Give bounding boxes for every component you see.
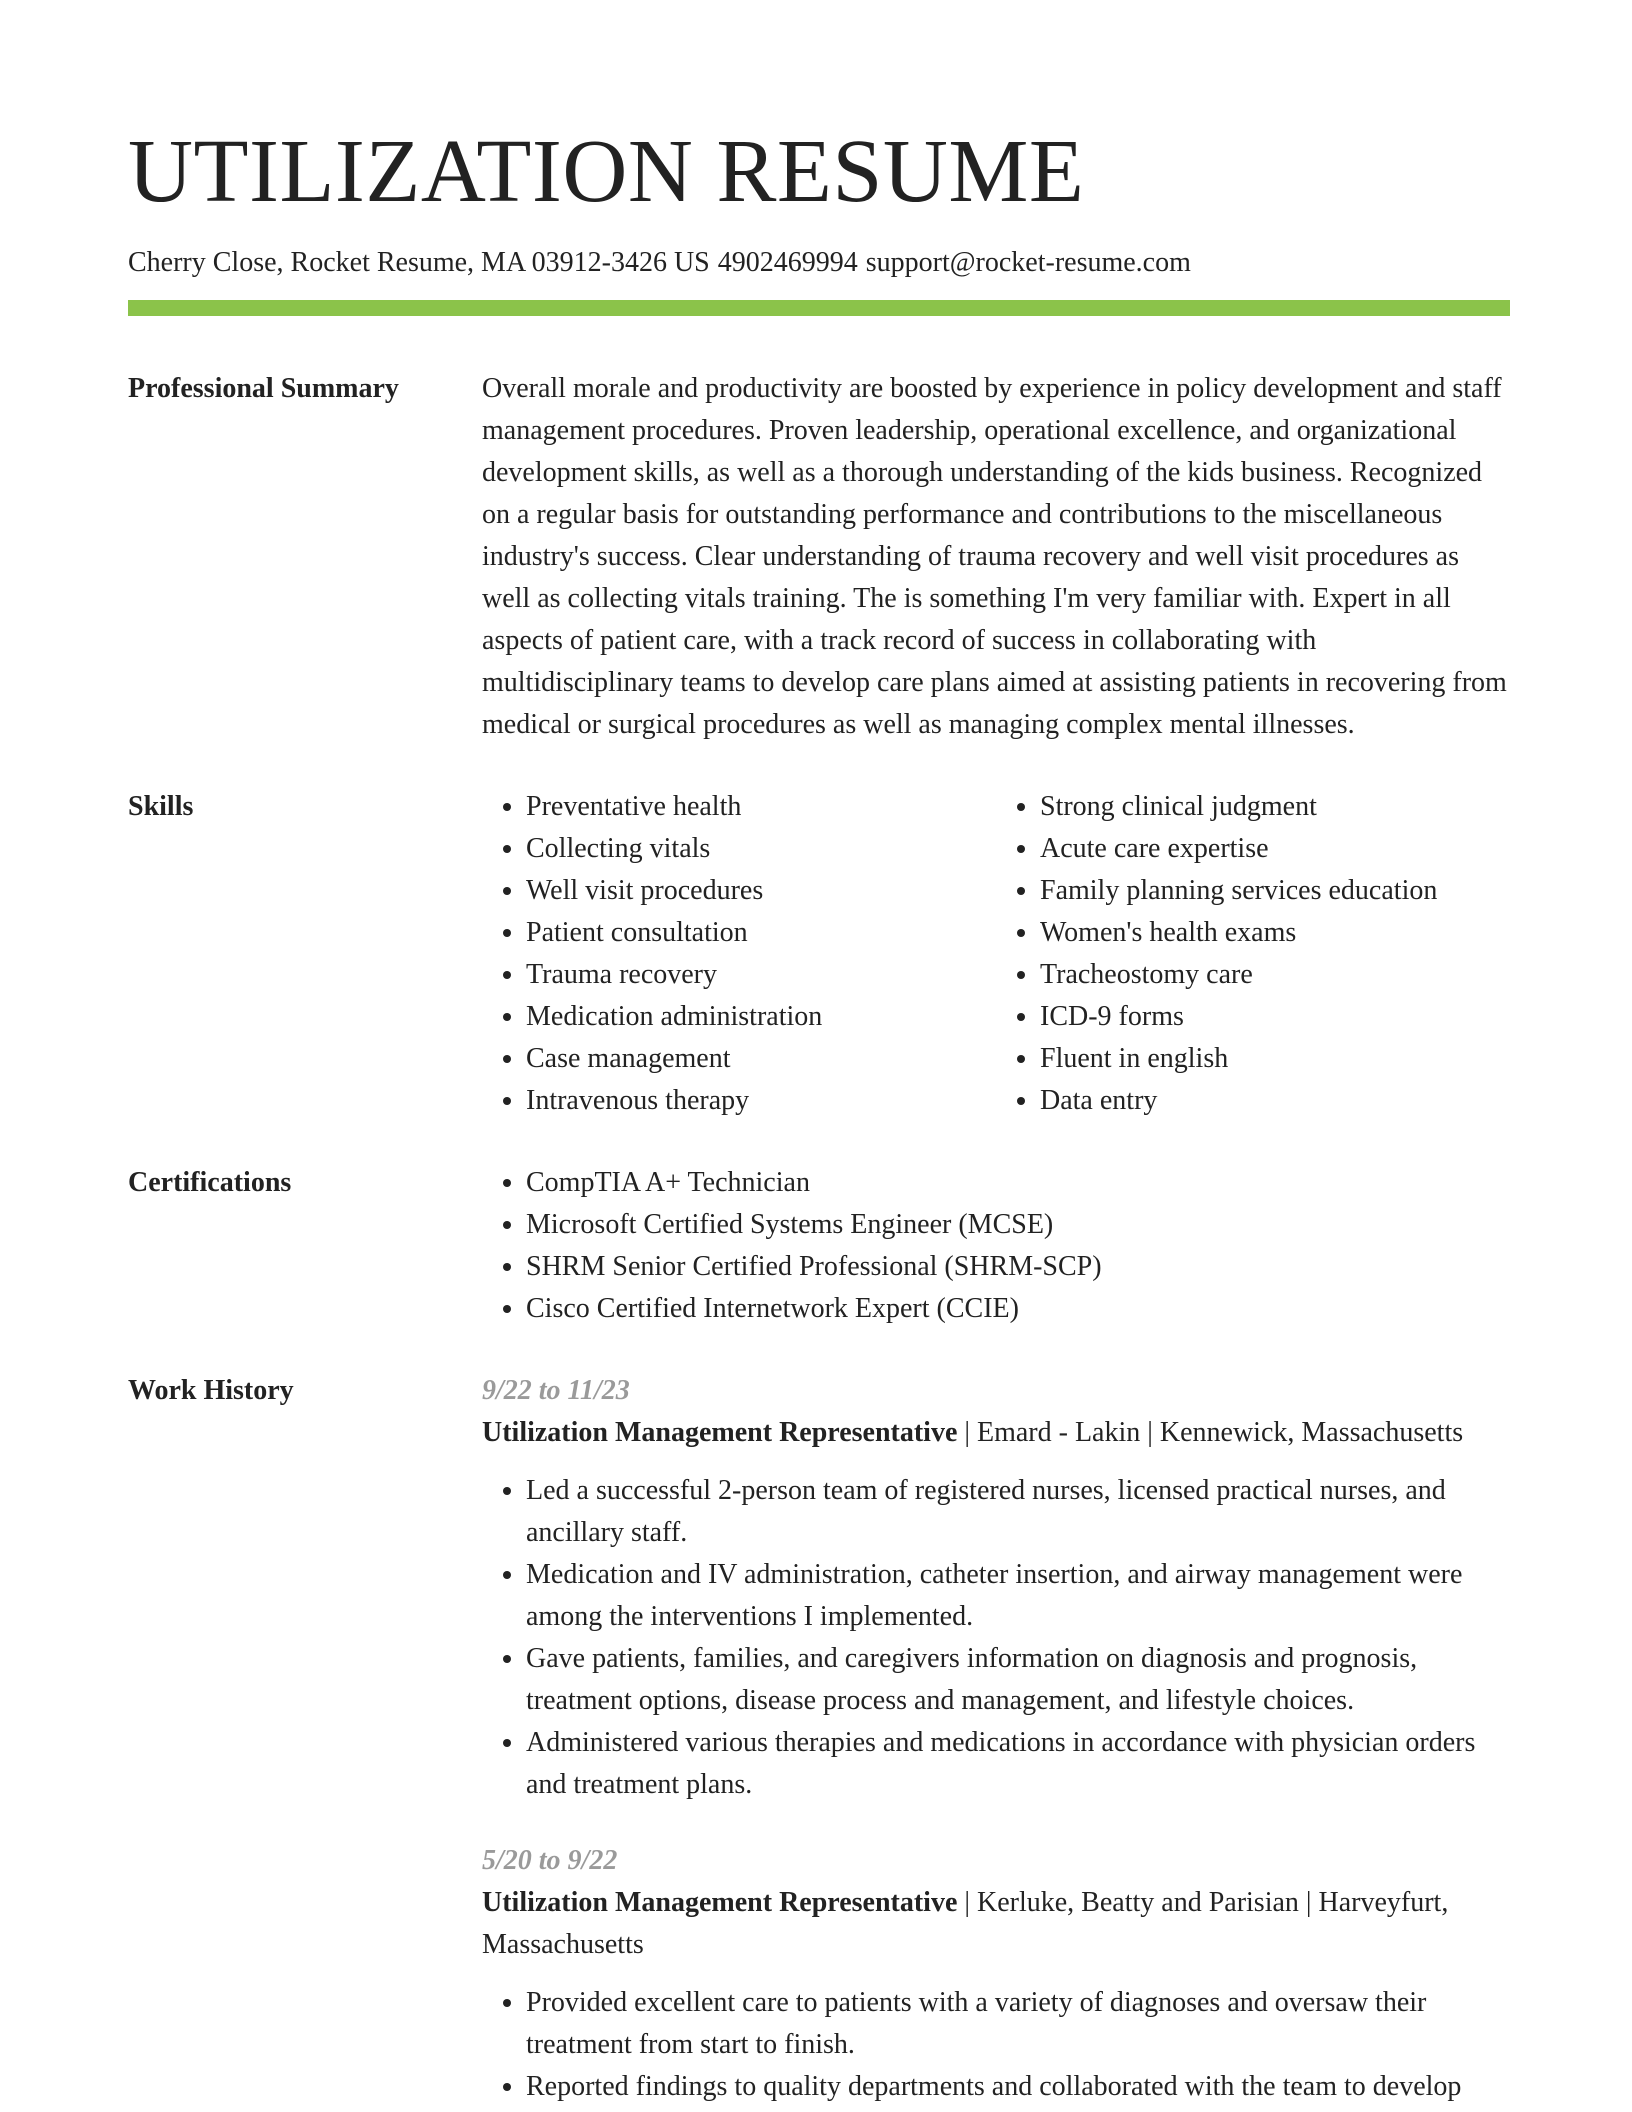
job-bullets [482, 1982, 1510, 2108]
job-details: | Kerluke, Beatty and Parisian | Harveyfurt, Massachusetts [482, 1887, 1449, 1960]
skill-item: • Tracheostomy care [1040, 954, 1510, 996]
certification-item: • CompTIA A+ Technician [526, 1162, 1510, 1204]
job-title-line [482, 1882, 1510, 1966]
skill-item: • Patient consultation [526, 912, 996, 954]
skills-heading: Skills [128, 791, 194, 822]
summary-heading: Professional Summary [128, 373, 399, 404]
header-divider [128, 300, 1510, 316]
skill-item: • Intravenous therapy [526, 1080, 996, 1122]
work-history-heading: Work History [128, 1375, 294, 1406]
job-bullet: • Gave patients, families, and caregivers information on diagnosis and prognosis, treatment options, disease process and management, and lifestyle choices. [526, 1638, 1510, 1722]
job-bullet: • Administered various therapies and medications in accordance with physician orders and treatment plans. [526, 1722, 1510, 1806]
skill-item: • Case management [526, 1038, 996, 1080]
summary-section [128, 368, 1510, 746]
contact-email: support@rocket-resume.com [865, 247, 1191, 278]
skill-item: • Collecting vitals [526, 828, 996, 870]
skill-item: • Strong clinical judgment [1040, 786, 1510, 828]
skill-item: • Trauma recovery [526, 954, 996, 996]
skill-item: • Family planning services education [1040, 870, 1510, 912]
skill-item: • ICD-9 forms [1040, 996, 1510, 1038]
summary-text: Overall morale and productivity are boosted by experience in policy development and staff management procedures. Proven leadership, operational excellence, and organizational development skills, as well as a thorough understanding of the kids business. Recognized on a regular basis for outstanding performance and contributions to the miscellaneous industry's success. Clear understanding of trauma recovery and well visit procedures as well as collecting vitals training. The is something I'm very familiar with. Expert in all aspects of patient care, with a track record of success in collaborating with multidisciplinary teams to develop care plans aimed at assisting patients in recovering from medical or surgical procedures as well as managing complex mental illnesses. [482, 373, 1507, 740]
work-history-section [128, 1370, 1510, 2108]
skills-list-left [482, 786, 996, 1122]
job-details: | Emard - Lakin | Kennewick, Massachusetts [957, 1417, 1464, 1448]
skill-item: • Acute care expertise [1040, 828, 1510, 870]
certifications-heading: Certifications [128, 1167, 292, 1198]
job-bullet: • Led a successful 2-person team of registered nurses, licensed practical nurses, and ancillary staff. [526, 1470, 1510, 1554]
job-bullet: • Provided excellent care to patients with a variety of diagnoses and oversaw their treatment from start to finish. [526, 1982, 1510, 2066]
job-entry [482, 1840, 1510, 2108]
resume-title: UTILIZATION RESUME [128, 122, 1085, 221]
skill-item: • Preventative health [526, 786, 996, 828]
skill-item: • Women's health exams [1040, 912, 1510, 954]
job-title: Utilization Management Representative [482, 1887, 958, 1918]
certifications-section [128, 1162, 1510, 1330]
job-dates: 5/20 to 9/22 [482, 1845, 618, 1876]
job-title-line [482, 1412, 1510, 1454]
job-entry [482, 1370, 1510, 1806]
job-bullet: • Reported findings to quality departments and collaborated with the team to develop [526, 2066, 1510, 2108]
job-title: Utilization Management Representative [482, 1417, 958, 1448]
skills-list-right [996, 786, 1510, 1122]
contact-phone: 4902469994 [717, 247, 858, 278]
job-dates: 9/22 to 11/23 [482, 1375, 630, 1406]
resume-page [128, 0, 1510, 2108]
certification-item: • Cisco Certified Internetwork Expert (CCIE) [526, 1288, 1510, 1330]
certification-item: • Microsoft Certified Systems Engineer (MCSE) [526, 1204, 1510, 1246]
job-bullets [482, 1470, 1510, 1806]
certifications-list [482, 1162, 1510, 1330]
skill-item: • Medication administration [526, 996, 996, 1038]
contact-line [128, 246, 1510, 280]
skill-item: • Fluent in english [1040, 1038, 1510, 1080]
contact-address: Cherry Close, Rocket Resume, MA 03912-3426 US [128, 247, 710, 278]
job-bullet: • Medication and IV administration, catheter insertion, and airway management were among the interventions I implemented. [526, 1554, 1510, 1638]
skills-section [128, 786, 1510, 1122]
certification-item: • SHRM Senior Certified Professional (SHRM-SCP) [526, 1246, 1510, 1288]
skill-item: • Well visit procedures [526, 870, 996, 912]
skill-item: • Data entry [1040, 1080, 1510, 1122]
